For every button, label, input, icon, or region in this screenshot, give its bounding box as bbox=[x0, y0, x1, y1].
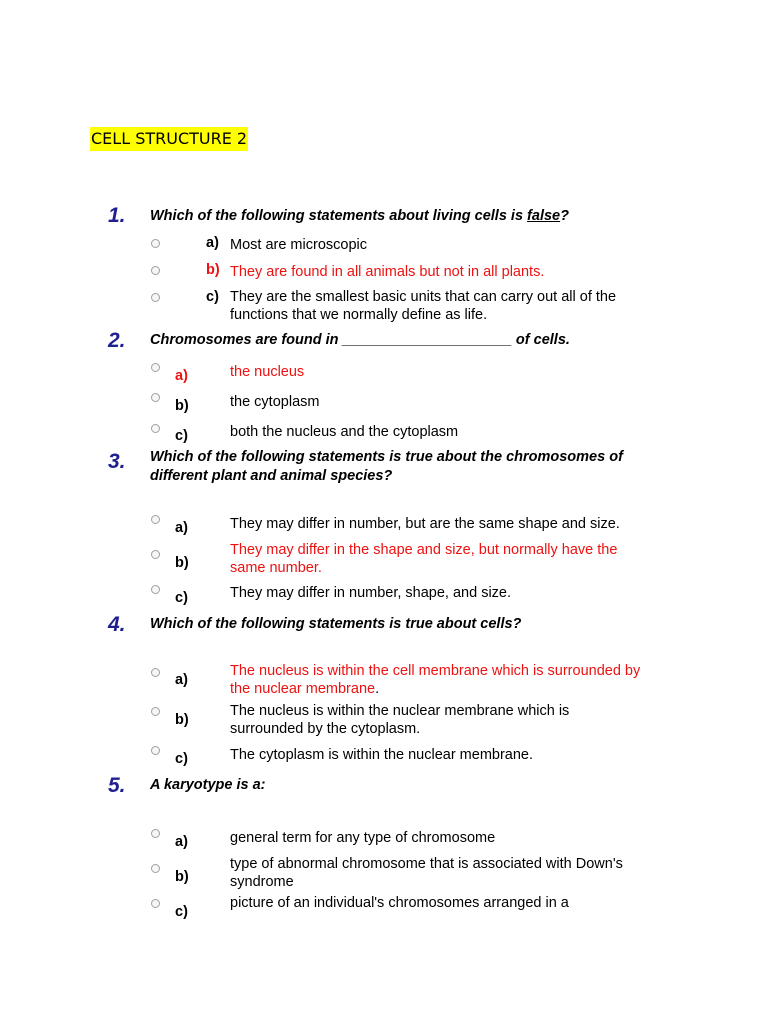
answer-radio[interactable] bbox=[151, 515, 160, 524]
answer-radio[interactable] bbox=[151, 829, 160, 838]
answer-text: general term for any type of chromosome bbox=[230, 830, 496, 846]
answer-text: They are the smallest basic units that can carry out all of the functions that we normally define as life. bbox=[230, 289, 617, 323]
answer-letter: a) bbox=[175, 368, 188, 384]
answer-letter: a) bbox=[206, 235, 219, 251]
answer-text: The nucleus is within the nuclear membrane which is surrounded by the cytoplasm. bbox=[230, 703, 570, 737]
answer-radio[interactable] bbox=[151, 668, 160, 677]
answer-radio[interactable] bbox=[151, 864, 160, 873]
answer-letter: c) bbox=[175, 751, 188, 767]
answer-text: both the nucleus and the cytoplasm bbox=[230, 424, 459, 440]
question-text-part: ? bbox=[560, 208, 569, 224]
question-number: 4. bbox=[108, 613, 126, 636]
question-number: 2. bbox=[108, 329, 126, 352]
question-text: Which of the following statements is true about cells? bbox=[150, 616, 522, 632]
answer-text: They may differ in number, but are the same shape and size. bbox=[230, 516, 620, 532]
answer-letter: a) bbox=[175, 520, 188, 536]
answer-radio[interactable] bbox=[151, 746, 160, 755]
answer-text: type of abnormal chromosome that is associated with Down's syndrome bbox=[230, 856, 623, 890]
answer-letter: c) bbox=[175, 428, 188, 444]
question-number: 3. bbox=[108, 450, 126, 473]
answer-letter: b) bbox=[175, 869, 189, 885]
answer-letter: c) bbox=[175, 590, 188, 606]
answer-letter: b) bbox=[175, 712, 189, 728]
answer-radio[interactable] bbox=[151, 266, 160, 275]
question-text: A karyotype is a: bbox=[150, 777, 266, 793]
answer-letter: b) bbox=[175, 398, 189, 414]
answer-text: the cytoplasm bbox=[230, 394, 320, 410]
answer-letter: b) bbox=[175, 555, 189, 571]
question-number: 1. bbox=[108, 204, 126, 227]
answer-text-correct: the nucleus bbox=[230, 364, 305, 380]
answer-radio[interactable] bbox=[151, 707, 160, 716]
answer-text: Most are microscopic bbox=[230, 237, 367, 253]
answer-text: picture of an individual's chromosomes arranged in a bbox=[230, 895, 569, 911]
page-title: CELL STRUCTURE 2 bbox=[90, 127, 248, 151]
question-text bbox=[150, 207, 650, 226]
answer-text-tail: . bbox=[375, 681, 380, 697]
question-number: 5. bbox=[108, 774, 126, 797]
answer-text-correct: They are found in all animals but not in all plants. bbox=[230, 264, 545, 280]
answer-text: The cytoplasm is within the nuclear membrane. bbox=[230, 747, 534, 763]
answer-radio[interactable] bbox=[151, 393, 160, 402]
question-text: Which of the following statements is true about the chromosomes of different plant and animal species? bbox=[150, 449, 623, 484]
answer-letter: b) bbox=[206, 262, 220, 278]
answer-radio[interactable] bbox=[151, 585, 160, 594]
answer-radio[interactable] bbox=[151, 363, 160, 372]
answer-text-correct: They may differ in the shape and size, but normally have the same number. bbox=[230, 542, 618, 576]
answer-radio[interactable] bbox=[151, 239, 160, 248]
question-text-part: Which of the following statements about living cells is bbox=[150, 208, 528, 224]
answer-letter: c) bbox=[175, 904, 188, 920]
answer-text: They may differ in number, shape, and size. bbox=[230, 585, 512, 601]
answer-letter: a) bbox=[175, 834, 188, 850]
answer-radio[interactable] bbox=[151, 424, 160, 433]
answer-letter: c) bbox=[206, 289, 219, 305]
question-text-underlined: false bbox=[527, 208, 561, 224]
answer-letter: a) bbox=[175, 672, 188, 688]
answer-radio[interactable] bbox=[151, 293, 160, 302]
answer-text-correct-body: The nucleus is within the cell membrane which is surrounded by the nuclear membrane bbox=[230, 663, 641, 697]
question-text: Chromosomes are found in _____________________ of cells. bbox=[150, 332, 570, 348]
answer-radio[interactable] bbox=[151, 550, 160, 559]
answer-radio[interactable] bbox=[151, 899, 160, 908]
answer-text-correct bbox=[230, 662, 645, 698]
